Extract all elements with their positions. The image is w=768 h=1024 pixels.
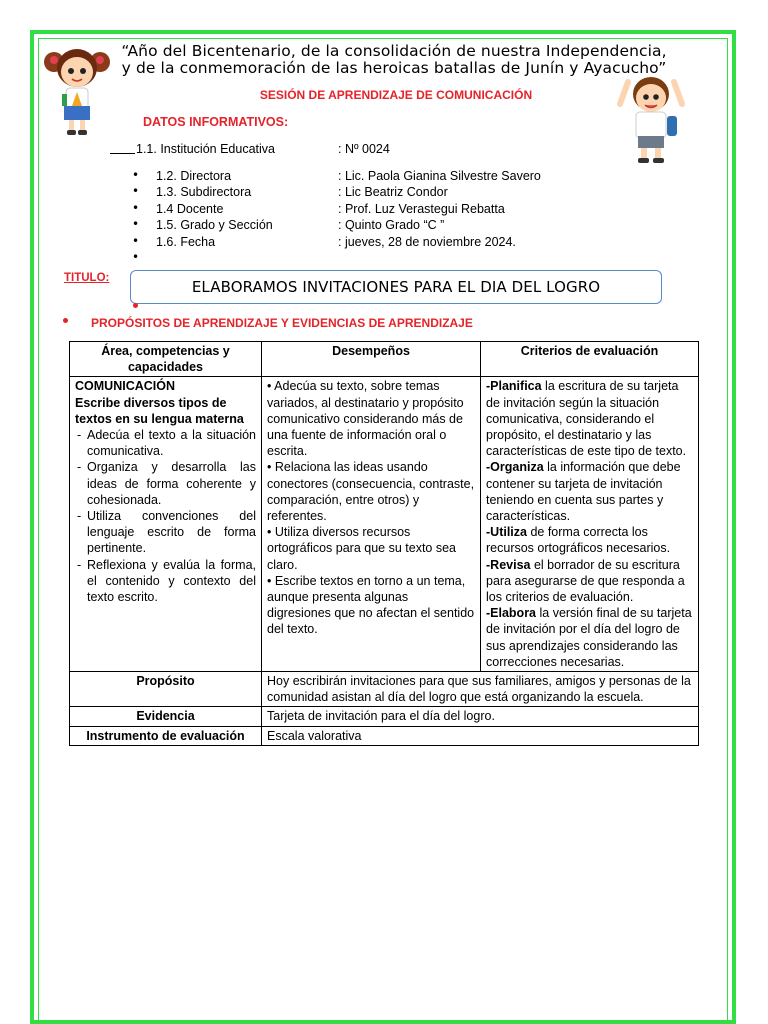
info-value: : Prof. Luz Verastegui Rebatta <box>338 202 505 216</box>
criterios-cell <box>481 377 699 672</box>
capacidades-list <box>75 427 256 605</box>
bullet: • <box>132 234 140 248</box>
bullet: • <box>132 217 140 231</box>
criterio-text: la versión final de su tarjeta de invitación por el día del logro de sus aprendizajes considerando las correcciones necesarias. <box>486 606 692 669</box>
propositos-heading: PROPÓSITOS DE APRENDIZAJE Y EVIDENCIAS DE APRENDIZAJE <box>91 316 473 330</box>
info-value: : Lic Beatriz Condor <box>338 185 448 199</box>
list-item: - Utiliza convenciones del lenguaje escrito de forma pertinente. <box>75 508 256 557</box>
column-header: Área, competencias y capacidades <box>70 342 262 377</box>
column-header: Desempeños <box>262 342 481 377</box>
table-row <box>70 726 699 745</box>
info-label: 1.1. Institución Educativa <box>136 142 275 156</box>
info-label: 1.5. Grado y Sección <box>156 218 273 232</box>
list-item: • Adecúa su texto, sobre temas variados, al destinatario y propósito comunicativo considerando más de una fuente de información oral o escrita. <box>267 379 464 459</box>
header-line-2: y de la conmemoración de las heroicas batallas de Junín y Ayacucho” <box>121 59 667 77</box>
bullet: • <box>132 250 140 264</box>
row-label: Instrumento de evaluación <box>70 726 262 745</box>
red-dot <box>133 303 138 308</box>
info-label: 1.2. Directora <box>156 169 232 183</box>
row-label: Evidencia <box>70 707 262 726</box>
list-item: - Organiza y desarrolla las ideas de forma coherente y cohesionada. <box>75 459 256 508</box>
bullet: • <box>132 201 140 215</box>
column-header: Criterios de evaluación <box>481 342 699 377</box>
table-row <box>70 377 699 672</box>
criterio-text: la escritura de su tarjeta de invitación según la situación comunicativa, considerando el propósito, el destinatario y las características de este tipo de texto. <box>486 379 687 459</box>
boy-illustration <box>612 70 690 168</box>
titulo-label: TITULO: <box>64 272 110 284</box>
table-header-row <box>70 342 699 377</box>
learning-table <box>69 341 699 746</box>
criterio-text: de forma correcta los recursos ortográficos necesarios. <box>486 525 671 556</box>
info-value: : Quinto Grado “C ” <box>338 218 445 232</box>
info-value: : Nº 0024 <box>338 142 390 156</box>
table-row <box>70 707 699 726</box>
criterio-verb: -Organiza <box>486 460 544 475</box>
info-value: : Lic. Paola Gianina Silvestre Savero <box>338 169 541 183</box>
competencia-name: Escribe diversos tipos de textos en su lengua materna <box>75 395 244 426</box>
criterio-text: el borrador de su escritura para asegurarse de que responda a los criterios de evaluación. <box>486 557 685 605</box>
list-item <box>486 459 693 524</box>
list-item: • Utiliza diversos recursos ortográficos para que su texto sea claro. <box>267 525 457 572</box>
bullet: • <box>132 168 140 182</box>
titulo-box: ELABORAMOS INVITACIONES PARA EL DIA DEL LOGRO <box>130 270 662 304</box>
criterio-verb: -Planifica <box>486 379 542 394</box>
area-name: COMUNICACIÓN <box>75 379 175 394</box>
session-title: SESIÓN DE APRENDIZAJE DE COMUNICACIÓN <box>259 88 533 102</box>
bullet <box>63 318 68 323</box>
bullet: • <box>132 184 140 198</box>
competencias-cell <box>70 377 262 672</box>
list-item <box>486 524 693 556</box>
desempenos-cell <box>262 377 481 672</box>
criterio-text: la información que debe contener su tarjeta de invitación teniendo en cuenta sus partes y características. <box>486 460 681 524</box>
criterio-verb: -Utiliza <box>486 525 527 540</box>
blank-underline <box>110 153 135 154</box>
datos-informativos-title: DATOS INFORMATIVOS: <box>143 115 289 129</box>
info-label: 1.4 Docente <box>156 202 224 216</box>
info-value: : jueves, 28 de noviembre 2024. <box>338 235 516 249</box>
criterio-verb: -Elabora <box>486 606 537 621</box>
info-label: 1.6. Fecha <box>156 235 216 249</box>
row-label: Propósito <box>70 672 262 707</box>
list-item: - Reflexiona y evalúa la forma, el contenido y contexto del texto escrito. <box>75 557 256 606</box>
list-item: - Adecúa el texto a la situación comunicativa. <box>75 427 256 459</box>
list-item <box>486 378 693 459</box>
row-value: Escala valorativa <box>262 726 699 745</box>
list-item: • Escribe textos en torno a un tema, aunque presenta algunas digresiones que no afectan el sentido del texto. <box>267 573 475 637</box>
row-value: Hoy escribirán invitaciones para que sus familiares, amigos y personas de la comunidad asistan al día del logro que está organizando la escuela. <box>262 672 699 707</box>
list-item: • Relaciona las ideas usando conectores (consecuencia, contraste, comparación, entre otros) y referentes. <box>267 460 475 524</box>
info-label: 1.3. Subdirectora <box>156 185 252 199</box>
header-line-1: “Año del Bicentenario, de la consolidación de nuestra Independencia, <box>121 42 667 60</box>
criterio-verb: -Revisa <box>486 557 531 572</box>
list-item <box>486 557 693 606</box>
list-item <box>486 605 693 670</box>
row-value: Tarjeta de invitación para el día del logro. <box>262 707 699 726</box>
table-row <box>70 672 699 707</box>
